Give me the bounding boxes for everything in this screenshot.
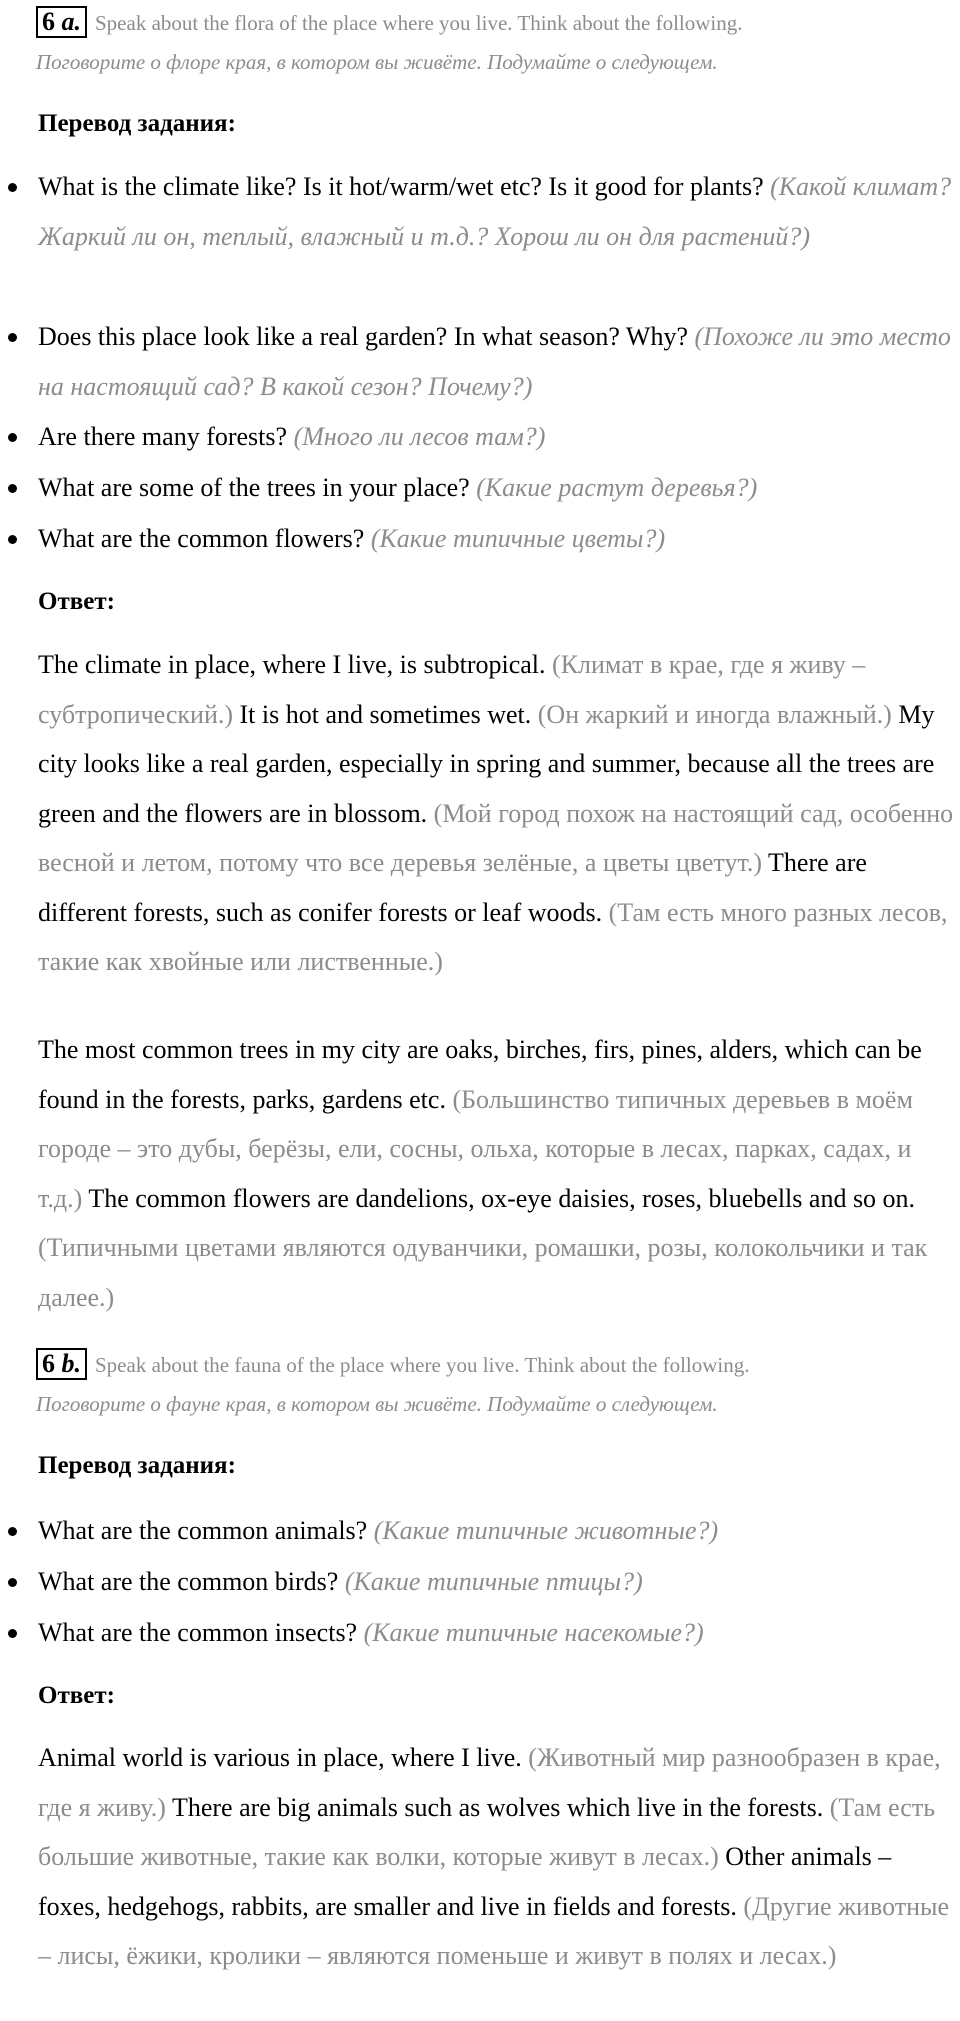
answer-ru: (Большинство типичных деревьев в моём городе – это дубы, берёзы, ели, сосны, ольха, которые в лесах, парках, садах, и т.д.) — [38, 1084, 913, 1213]
question-ru: (Много ли лесов там?) — [293, 422, 546, 451]
question-ru: (Какие типичные птицы?) — [344, 1567, 643, 1596]
list-item — [38, 1557, 958, 1607]
question-ru: (Похоже ли это место на настоящий сад? В какой сезон? Почему?) — [38, 322, 951, 401]
task-a-translation-heading: Перевод задания: — [38, 110, 236, 137]
task-a-answer-paragraph-1 — [38, 640, 958, 987]
list-item — [38, 412, 958, 462]
list-item — [38, 312, 958, 412]
answer-en: There are different forests, such as conifer forests or leaf woods. — [38, 848, 867, 927]
task-a-header — [36, 6, 946, 75]
list-item — [38, 1506, 958, 1556]
question-en: Does this place look like a real garden? In what season? Why? — [38, 322, 688, 351]
answer-ru: (Другие животные – лисы, ёжики, кролики – являются поменьше и живут в полях и лесах.) — [38, 1891, 950, 1970]
task-b-translation-heading: Перевод задания: — [38, 1452, 236, 1479]
question-ru: (Какие типичные насекомые?) — [363, 1618, 704, 1647]
list-item — [38, 1608, 958, 1658]
task-a-answer-paragraph-2 — [38, 1025, 958, 1322]
task-a-instruction-ru: Поговорите о флоре края, в котором вы живёте. Подумайте о следующем. — [36, 50, 718, 74]
question-en: What are the common animals? — [38, 1516, 368, 1545]
question-ru: (Какие растут деревья?) — [476, 473, 758, 502]
task-b-number: 6 b. — [36, 1348, 87, 1380]
answer-ru: (Климат в крае, где я живу – субтропический.) — [38, 650, 866, 729]
answer-en: Other animals – foxes, hedgehogs, rabbits, are smaller and live in fields and forests. — [38, 1842, 892, 1921]
answer-ru: (Он жаркий и иногда влажный.) — [537, 699, 892, 729]
list-item — [38, 162, 958, 262]
answer-en: The most common trees in my city are oaks, birches, firs, pines, alders, which can be found in the forests, parks, gardens etc. — [38, 1035, 922, 1114]
question-en: What are the common birds? — [38, 1567, 339, 1596]
task-a-answer-heading: Ответ: — [38, 588, 115, 615]
question-en: What are some of the trees in your place? — [38, 473, 470, 502]
answer-en: The common flowers are dandelions, ox-eye daisies, roses, bluebells and so on. — [88, 1183, 916, 1213]
question-ru: (Какие типичные цветы?) — [370, 524, 666, 553]
answer-ru: (Животный мир разнообразен в крае, где я живу.) — [38, 1743, 941, 1822]
question-en: What are the common insects? — [38, 1618, 358, 1647]
task-b-instruction-en: Speak about the fauna of the place where you live. Think about the following. — [95, 1353, 750, 1377]
question-ru: (Какие типичные животные?) — [373, 1516, 719, 1545]
answer-ru: (Там есть большие животные, такие как волки, которые живут в лесах.) — [38, 1792, 936, 1871]
answer-en: There are big animals such as wolves which live in the forests. — [171, 1792, 824, 1822]
question-en: What is the climate like? Is it hot/warm/wet etc? Is it good for plants? — [38, 172, 764, 201]
answer-ru: (Мой город похож на настоящий сад, особенно весной и летом, потому что все деревья зелёные, а цветы цветут.) — [38, 798, 954, 877]
list-item — [38, 514, 958, 564]
task-b-answer-heading: Ответ: — [38, 1682, 115, 1709]
question-en: What are the common flowers? — [38, 524, 365, 553]
list-item — [38, 463, 958, 513]
question-ru: (Какой климат? Жаркий ли он, теплый, влажный и т.д.? Хорош ли он для растений?) — [38, 172, 952, 251]
task-b-instruction-ru: Поговорите о фауне края, в котором вы живёте. Подумайте о следующем. — [36, 1392, 718, 1416]
task-a-number: 6 a. — [36, 6, 87, 38]
task-b-header — [36, 1348, 946, 1417]
answer-ru: (Типичными цветами являются одуванчики, ромашки, розы, колокольчики и так далее.) — [38, 1233, 928, 1312]
answer-en: It is hot and sometimes wet. — [239, 699, 532, 729]
question-en: Are there many forests? — [38, 422, 288, 451]
answer-en: My city looks like a real garden, especially in spring and summer, because all the trees are green and the flowers are in blossom. — [38, 699, 935, 828]
answer-ru: (Там есть много разных лесов, такие как хвойные или лиственные.) — [38, 897, 948, 976]
answer-en: Animal world is various in place, where I live. — [38, 1743, 522, 1772]
answer-en: The climate in place, where I live, is subtropical. — [38, 650, 546, 679]
task-a-instruction-en: Speak about the flora of the place where you live. Think about the following. — [95, 11, 743, 35]
task-b-answer-paragraph — [38, 1733, 958, 1981]
